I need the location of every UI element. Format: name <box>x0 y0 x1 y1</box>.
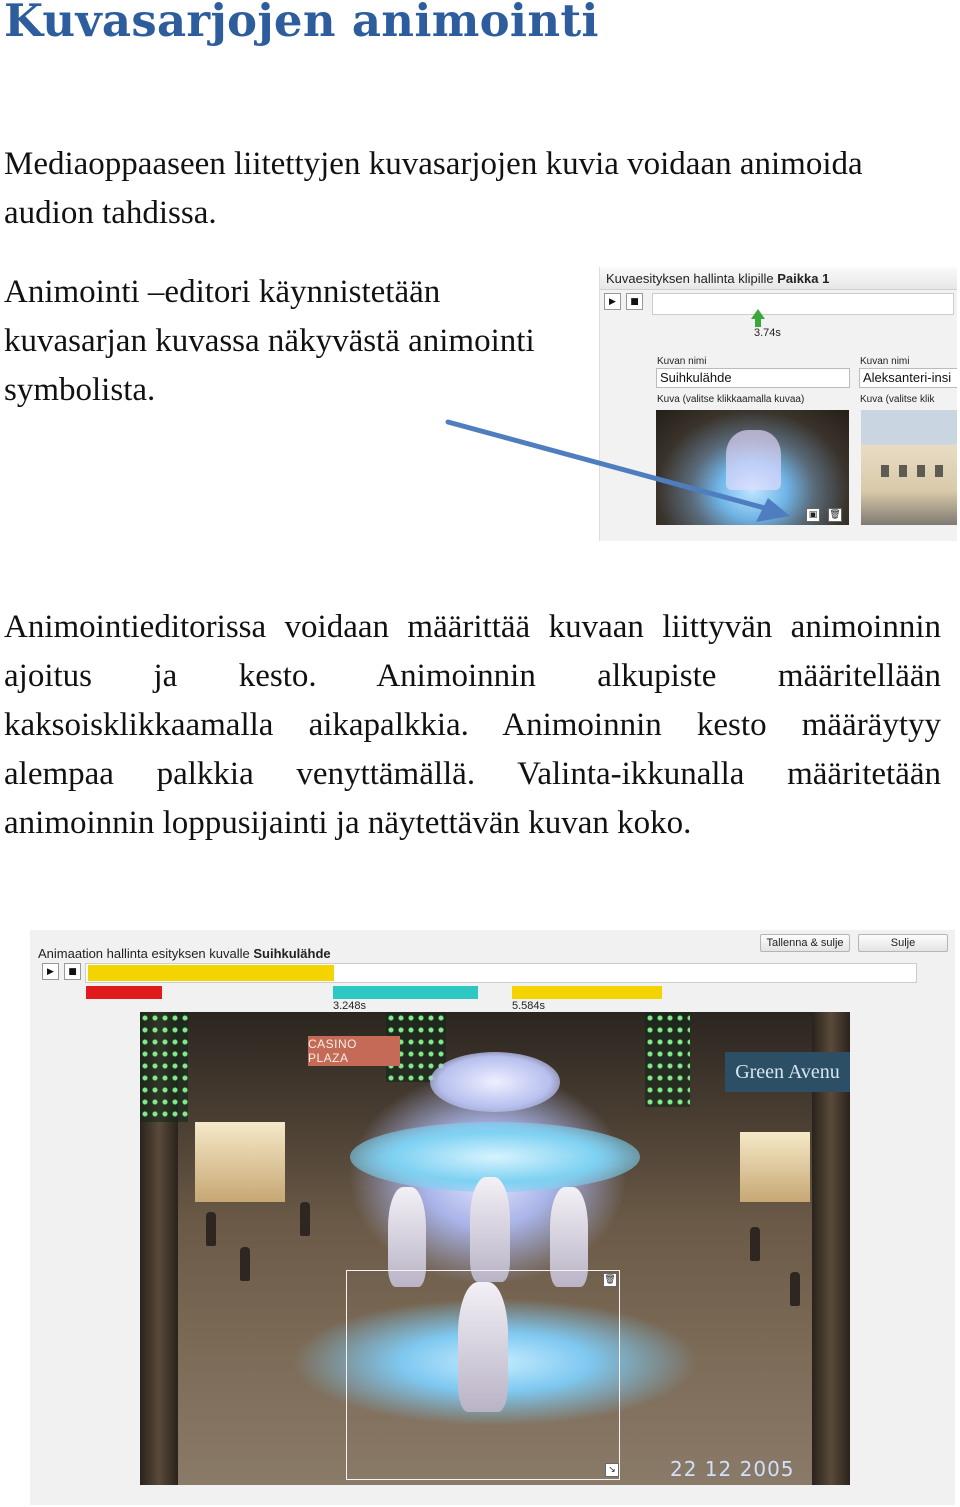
slideshow-title: Kuvaesityksen hallinta klipille Paikka 1 <box>606 271 830 286</box>
play-button[interactable] <box>604 293 621 310</box>
stop-icon: ■ <box>68 966 77 977</box>
stop-button[interactable] <box>64 963 81 980</box>
person <box>750 1227 760 1261</box>
arrow-shaft <box>448 422 772 510</box>
animation-bar-red[interactable] <box>86 986 162 999</box>
save-close-button[interactable]: Tallenna & sulje <box>760 934 850 952</box>
image-name-label: Kuvan nimi <box>657 356 707 367</box>
stop-icon: ■ <box>630 296 639 307</box>
resize-handle-icon[interactable]: ↘ <box>605 1463 619 1477</box>
intro-paragraph: Mediaoppaaseen liitettyjen kuvasarjojen kuvia voidaan animoida audion tahdissa. <box>4 146 863 231</box>
building-window <box>899 465 907 477</box>
casino-plaza-sign: CASINO PLAZA <box>308 1036 400 1066</box>
person <box>240 1247 250 1281</box>
image-name-field[interactable]: Aleksanteri-insi <box>859 368 957 388</box>
stop-button[interactable] <box>626 293 643 310</box>
person <box>206 1212 216 1246</box>
fountain-top <box>430 1052 560 1112</box>
building-window <box>917 465 925 477</box>
fountain-photo[interactable] <box>140 1012 850 1485</box>
building-window <box>881 465 889 477</box>
trash-icon[interactable]: 🗑 <box>829 510 841 520</box>
green-avenue-sign: Green Avenu <box>725 1052 850 1092</box>
decorative-lights <box>645 1012 690 1107</box>
marker-time: 3.74s <box>754 327 781 339</box>
image-thumbnail[interactable] <box>861 410 957 525</box>
building-window <box>935 465 943 477</box>
animation-timeline[interactable] <box>85 963 917 983</box>
pointer-arrow <box>440 410 800 530</box>
fountain-statue <box>470 1177 510 1282</box>
page-title: Kuvasarjojen animointi <box>4 0 599 47</box>
editor-description-paragraph: Animointieditorissa voidaan määrittää kuvaan liittyvän animoinnin ajoitus ja kesto. Animoinnin alkupiste määritellään kaksoisklikkaamalla aikapalkkia. Animoinnin kesto määräytyy alempaa palkkia venyttämällä. Valinta-ikkunalla määritetään animoinnin loppusijainti ja näytettävän kuvan koko. <box>4 609 941 841</box>
animation-bar-yellow[interactable] <box>512 986 662 999</box>
animation-bar-cyan[interactable] <box>333 986 478 999</box>
time-marker-stem <box>755 319 761 327</box>
audio-progress-bar[interactable] <box>88 965 334 981</box>
time-marker-icon[interactable] <box>751 309 765 319</box>
person <box>790 1272 800 1306</box>
animate-icon[interactable]: ▣ <box>806 508 820 522</box>
animation-selection-box[interactable] <box>346 1270 620 1480</box>
animation-start-time: 5.584s <box>512 1000 546 1012</box>
image-name-field[interactable]: Suihkulähde <box>656 368 850 388</box>
image-select-label: Kuva (valitse klik <box>860 394 935 405</box>
animation-editor-screenshot <box>30 930 955 1505</box>
photo-date-stamp: 22 12 2005 <box>670 1457 795 1481</box>
shop-window <box>195 1122 285 1202</box>
editor-start-paragraph: Animointi –editori käynnistetään kuvasarjan kuvassa näkyvästä animointi symbolista. <box>4 274 535 408</box>
person <box>300 1202 310 1236</box>
image-name-label: Kuvan nimi <box>860 356 910 367</box>
image-select-label: Kuva (valitse klikkaamalla kuvaa) <box>657 394 805 405</box>
trash-icon[interactable]: 🗑 <box>604 1275 616 1285</box>
animation-start-time: 3.248s <box>333 1000 367 1012</box>
shop-window <box>740 1132 810 1202</box>
slideshow-timeline[interactable] <box>652 293 954 315</box>
play-button[interactable] <box>42 963 59 980</box>
slideshow-titlebar <box>600 267 957 290</box>
arrow-head <box>756 498 790 522</box>
play-icon: ▶ <box>609 296 616 307</box>
decorative-lights <box>140 1012 188 1122</box>
play-icon: ▶ <box>47 966 54 977</box>
close-button[interactable]: Sulje <box>858 934 948 952</box>
editor-title: Animaation hallinta esityksen kuvalle Suihkulähde <box>38 946 331 961</box>
